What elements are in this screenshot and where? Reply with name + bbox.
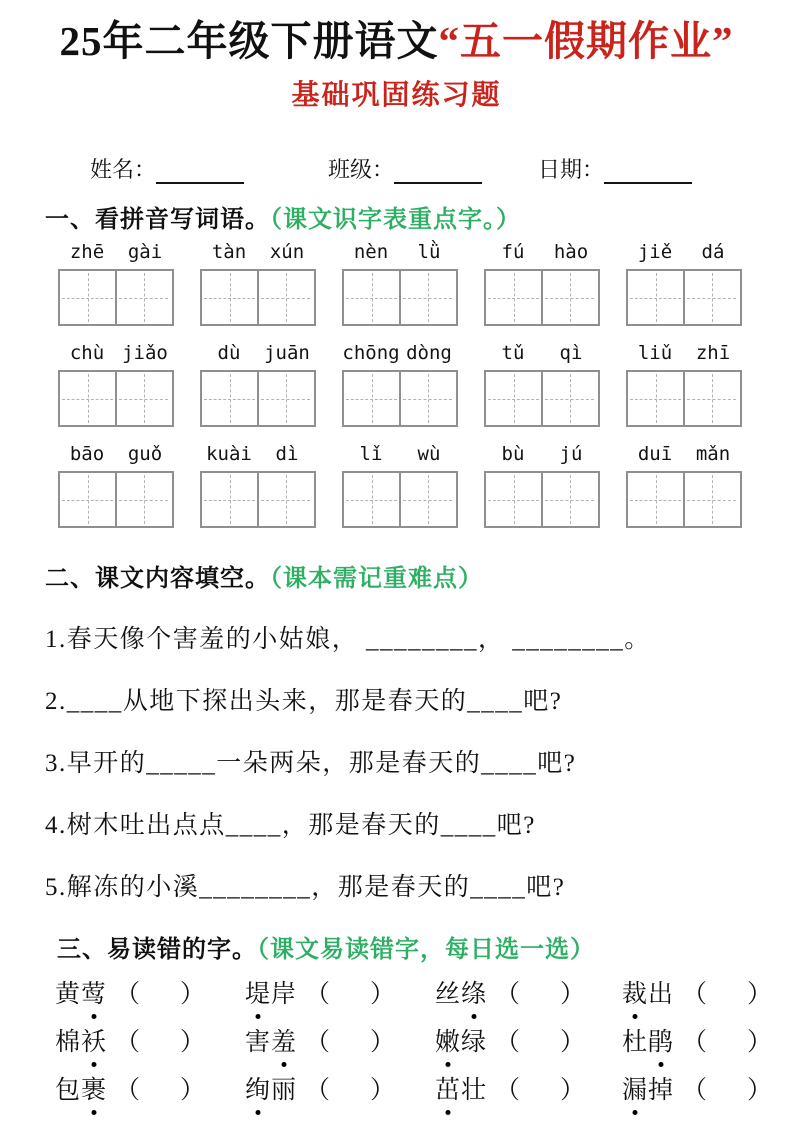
misread-word-char: 裹: [81, 1074, 107, 1108]
misread-word: [55, 978, 245, 1012]
pinyin-pair: [484, 443, 600, 465]
writing-grid-cell: [344, 372, 399, 425]
misread-word-row: [55, 1074, 793, 1108]
section3-heading-text: 三、易读错的字。: [57, 936, 257, 964]
page-title: [0, 0, 793, 65]
paren-open: （: [682, 981, 708, 1009]
writing-grid-cell: [202, 372, 257, 425]
writing-grid: [342, 471, 458, 528]
pinyin-grid-group: [200, 443, 316, 528]
pinyin-syllable: dòng: [406, 342, 452, 365]
misread-word-char: 茁: [435, 1074, 461, 1108]
pinyin-syllable: zhē: [69, 241, 105, 264]
paren-open: （: [115, 1029, 141, 1057]
pinyin-syllable: wù: [417, 443, 441, 466]
writing-grid-cell: [486, 473, 541, 526]
writing-grid: [58, 471, 174, 528]
misread-word-char: 羞: [271, 1026, 297, 1060]
misread-word-list: [0, 978, 793, 1108]
writing-grid: [626, 471, 742, 528]
date-field: [538, 153, 692, 184]
writing-grid-cell: [60, 271, 115, 324]
pinyin-pair: [626, 443, 742, 465]
class-field: [328, 153, 482, 184]
section3-heading: [57, 929, 793, 964]
misread-word: [435, 978, 622, 1012]
paren-open: （: [305, 1029, 331, 1057]
pinyin-syllable: nèn: [353, 241, 389, 264]
writing-grid-cell: [541, 372, 596, 425]
fill-blank-sentence: 3.早开的_____一朵两朵，那是春天的____吧?: [45, 750, 577, 778]
writing-grid-cell: [257, 473, 312, 526]
paren-close: ）: [180, 1029, 206, 1057]
misread-word: [245, 1074, 435, 1108]
paren-open: （: [495, 1077, 521, 1105]
writing-grid-cell: [399, 473, 454, 526]
misread-word-char: 黄: [55, 981, 82, 1009]
pinyin-grid-group: [58, 342, 174, 427]
pinyin-syllable: lǐ: [359, 443, 383, 466]
pinyin-syllable: dù: [217, 342, 241, 365]
writing-grid: [626, 269, 742, 326]
misread-word-char: 丽: [271, 1077, 298, 1105]
paren-close: ）: [370, 1077, 396, 1105]
pinyin-grid-group: [484, 443, 600, 528]
pinyin-grid-group: [58, 443, 174, 528]
paren-open: （: [495, 981, 521, 1009]
section1-heading-note: （课文识字表重点字。）: [270, 206, 521, 234]
writing-grid-cell: [628, 473, 683, 526]
writing-grid: [484, 370, 600, 427]
pinyin-syllable: xún: [269, 241, 305, 264]
section2-heading-text: 二、课文内容填空。: [45, 565, 270, 593]
writing-grid-cell: [683, 473, 738, 526]
writing-grid: [626, 370, 742, 427]
paren-close: ）: [180, 1077, 206, 1105]
paren-close: ）: [370, 981, 396, 1009]
paren-open: （: [495, 1029, 521, 1057]
pinyin-syllable: jiě: [637, 241, 673, 264]
pinyin-syllable: hào: [553, 241, 589, 264]
misread-word-char: 绚: [245, 1074, 271, 1108]
pinyin-pair: [626, 241, 742, 263]
page-subtitle: 基础巩固练习题: [291, 80, 502, 112]
writing-grid-cell: [541, 271, 596, 324]
writing-grid: [484, 471, 600, 528]
pinyin-syllable: jiǎo: [122, 342, 168, 365]
paren-close: ）: [747, 981, 773, 1009]
pinyin-pair: [342, 241, 458, 263]
writing-grid: [484, 269, 600, 326]
writing-grid-cell: [399, 271, 454, 324]
pinyin-pair: [484, 241, 600, 263]
pinyin-pair: [342, 342, 458, 364]
misread-word-char: 掉: [648, 1077, 675, 1105]
pinyin-syllable: bù: [501, 443, 525, 466]
pinyin-grid-group: [342, 443, 458, 528]
fill-blank-sentence: 5.解冻的小溪________，那是春天的____吧?: [45, 874, 566, 902]
paren-close: ）: [560, 1029, 586, 1057]
paren-close: ）: [180, 981, 206, 1009]
section2-heading: [45, 558, 793, 593]
pinyin-grid-group: [200, 342, 316, 427]
name-field: [90, 153, 244, 184]
writing-grid: [342, 269, 458, 326]
pinyin-syllable: qì: [559, 342, 583, 365]
pinyin-grid-group: [342, 342, 458, 427]
writing-grid-cell: [486, 372, 541, 425]
writing-grid-cell: [541, 473, 596, 526]
misread-word-char: 岸: [271, 981, 298, 1009]
misread-word-char: 漏: [622, 1074, 648, 1108]
misread-word-char: 袄: [81, 1026, 107, 1060]
pinyin-pair: [58, 241, 174, 263]
paren-open: （: [305, 1077, 331, 1105]
writing-grid-cell: [486, 271, 541, 324]
pinyin-syllable: juān: [264, 342, 310, 365]
writing-grid-cell: [683, 271, 738, 324]
pinyin-grid-row: [58, 241, 742, 326]
pinyin-syllable: kuài: [206, 443, 252, 466]
date-blank: [604, 158, 692, 184]
student-info-row: [90, 153, 793, 184]
misread-word-char: 堤: [245, 978, 271, 1012]
writing-grid-cell: [257, 271, 312, 324]
pinyin-grid-group: [484, 342, 600, 427]
pinyin-grid-group: [342, 241, 458, 326]
pinyin-syllable: guǒ: [127, 443, 163, 466]
pinyin-pair: [626, 342, 742, 364]
misread-word: [622, 1026, 793, 1060]
pinyin-syllable: lǜ: [417, 241, 441, 264]
misread-word-row: [55, 978, 793, 1012]
pinyin-pair: [484, 342, 600, 364]
paren-close: ）: [560, 1077, 586, 1105]
class-label: 班级：: [328, 157, 395, 183]
pinyin-syllable: mǎn: [695, 443, 731, 466]
pinyin-grid-row: [58, 443, 742, 528]
pinyin-grid-group: [484, 241, 600, 326]
fill-blank-sentence: 2.____从地下探出头来，那是春天的____吧?: [45, 688, 563, 716]
writing-grid: [58, 370, 174, 427]
writing-grid-cell: [202, 271, 257, 324]
name-blank: [156, 158, 244, 184]
name-label: 姓名：: [90, 157, 157, 183]
page-title-red: “五一假期作业”: [438, 18, 734, 64]
fill-blank-sentence: 4.树木吐出点点____，那是春天的____吧?: [45, 812, 536, 840]
writing-grid: [200, 269, 316, 326]
misread-word: [435, 1026, 622, 1060]
date-label: 日期：: [538, 157, 605, 183]
misread-word: [245, 1026, 435, 1060]
pinyin-pair: [200, 443, 316, 465]
page-title-black: 25年二年级下册语文: [59, 18, 439, 64]
paren-close: ）: [747, 1029, 773, 1057]
writing-grid-cell: [628, 271, 683, 324]
pinyin-pair: [58, 443, 174, 465]
pinyin-syllable: gài: [127, 241, 163, 264]
section1-heading-text: 一、看拼音写词语。: [45, 206, 270, 234]
fill-blank-sentence: 1.春天像个害羞的小姑娘， ________， ________。: [45, 626, 651, 654]
writing-grid: [200, 370, 316, 427]
paren-open: （: [305, 981, 331, 1009]
pinyin-syllable: tàn: [211, 241, 247, 264]
misread-word-char: 裁: [622, 978, 648, 1012]
writing-grid: [58, 269, 174, 326]
writing-grid-cell: [344, 271, 399, 324]
misread-word-char: 莺: [81, 978, 107, 1012]
pinyin-pair: [200, 342, 316, 364]
paren-open: （: [115, 1077, 141, 1105]
writing-grid-cell: [344, 473, 399, 526]
misread-word-char: 绿: [461, 1029, 488, 1057]
writing-grid: [200, 471, 316, 528]
paren-open: （: [682, 1029, 708, 1057]
paren-close: ）: [370, 1029, 396, 1057]
section3-heading-note: （课文易读错字，每日选一选）: [257, 936, 595, 964]
paren-open: （: [682, 1077, 708, 1105]
misread-word: [435, 1074, 622, 1108]
pinyin-grid-group: [626, 443, 742, 528]
writing-grid-cell: [683, 372, 738, 425]
pinyin-syllable: chù: [69, 342, 105, 365]
writing-grid-cell: [60, 372, 115, 425]
misread-word-char: 出: [648, 981, 675, 1009]
pinyin-syllable: bāo: [69, 443, 105, 466]
misread-word: [622, 1074, 793, 1108]
section1-heading: [45, 199, 793, 234]
pinyin-syllable: liǔ: [637, 342, 673, 365]
pinyin-syllable: tǔ: [501, 342, 525, 365]
pinyin-pair: [58, 342, 174, 364]
misread-word-char: 丝: [435, 981, 462, 1009]
writing-grid-cell: [60, 473, 115, 526]
pinyin-syllable: zhī: [695, 342, 731, 365]
writing-grid-cell: [115, 271, 170, 324]
writing-grid-cell: [399, 372, 454, 425]
misread-word-char: 杜: [622, 1029, 649, 1057]
paren-close: ）: [747, 1077, 773, 1105]
misread-word-char: 包: [55, 1077, 82, 1105]
pinyin-pair: [342, 443, 458, 465]
section2-heading-note: （课本需记重难点）: [270, 565, 483, 593]
misread-word-row: [55, 1026, 793, 1060]
pinyin-syllable: jú: [559, 443, 583, 466]
pinyin-syllable: duī: [637, 443, 673, 466]
pinyin-syllable: dá: [701, 241, 725, 264]
misread-word-char: 壮: [461, 1077, 488, 1105]
pinyin-syllable: fú: [501, 241, 525, 264]
writing-grid-cell: [202, 473, 257, 526]
writing-grid-cell: [257, 372, 312, 425]
pinyin-grid-group: [626, 241, 742, 326]
misread-word-char: 嫩: [435, 1026, 461, 1060]
pinyin-pair: [200, 241, 316, 263]
fill-blank-list: [0, 619, 793, 903]
misread-word-char: 绦: [461, 978, 487, 1012]
misread-word: [55, 1074, 245, 1108]
misread-word: [622, 978, 793, 1012]
misread-word-char: 鹃: [648, 1026, 674, 1060]
pinyin-syllable: dì: [275, 443, 299, 466]
pinyin-grid-group: [200, 241, 316, 326]
pinyin-grid-group: [626, 342, 742, 427]
writing-grid-cell: [115, 473, 170, 526]
writing-grid-cell: [628, 372, 683, 425]
paren-open: （: [115, 981, 141, 1009]
misread-word-char: 害: [245, 1029, 272, 1057]
misread-word: [55, 1026, 245, 1060]
paren-close: ）: [560, 981, 586, 1009]
writing-grid: [342, 370, 458, 427]
pinyin-grid-row: [58, 342, 742, 427]
misread-word-char: 棉: [55, 1029, 82, 1057]
pinyin-syllable: chōng: [342, 342, 400, 365]
writing-grid-cell: [115, 372, 170, 425]
class-blank: [394, 158, 482, 184]
pinyin-grid-group: [58, 241, 174, 326]
misread-word: [245, 978, 435, 1012]
